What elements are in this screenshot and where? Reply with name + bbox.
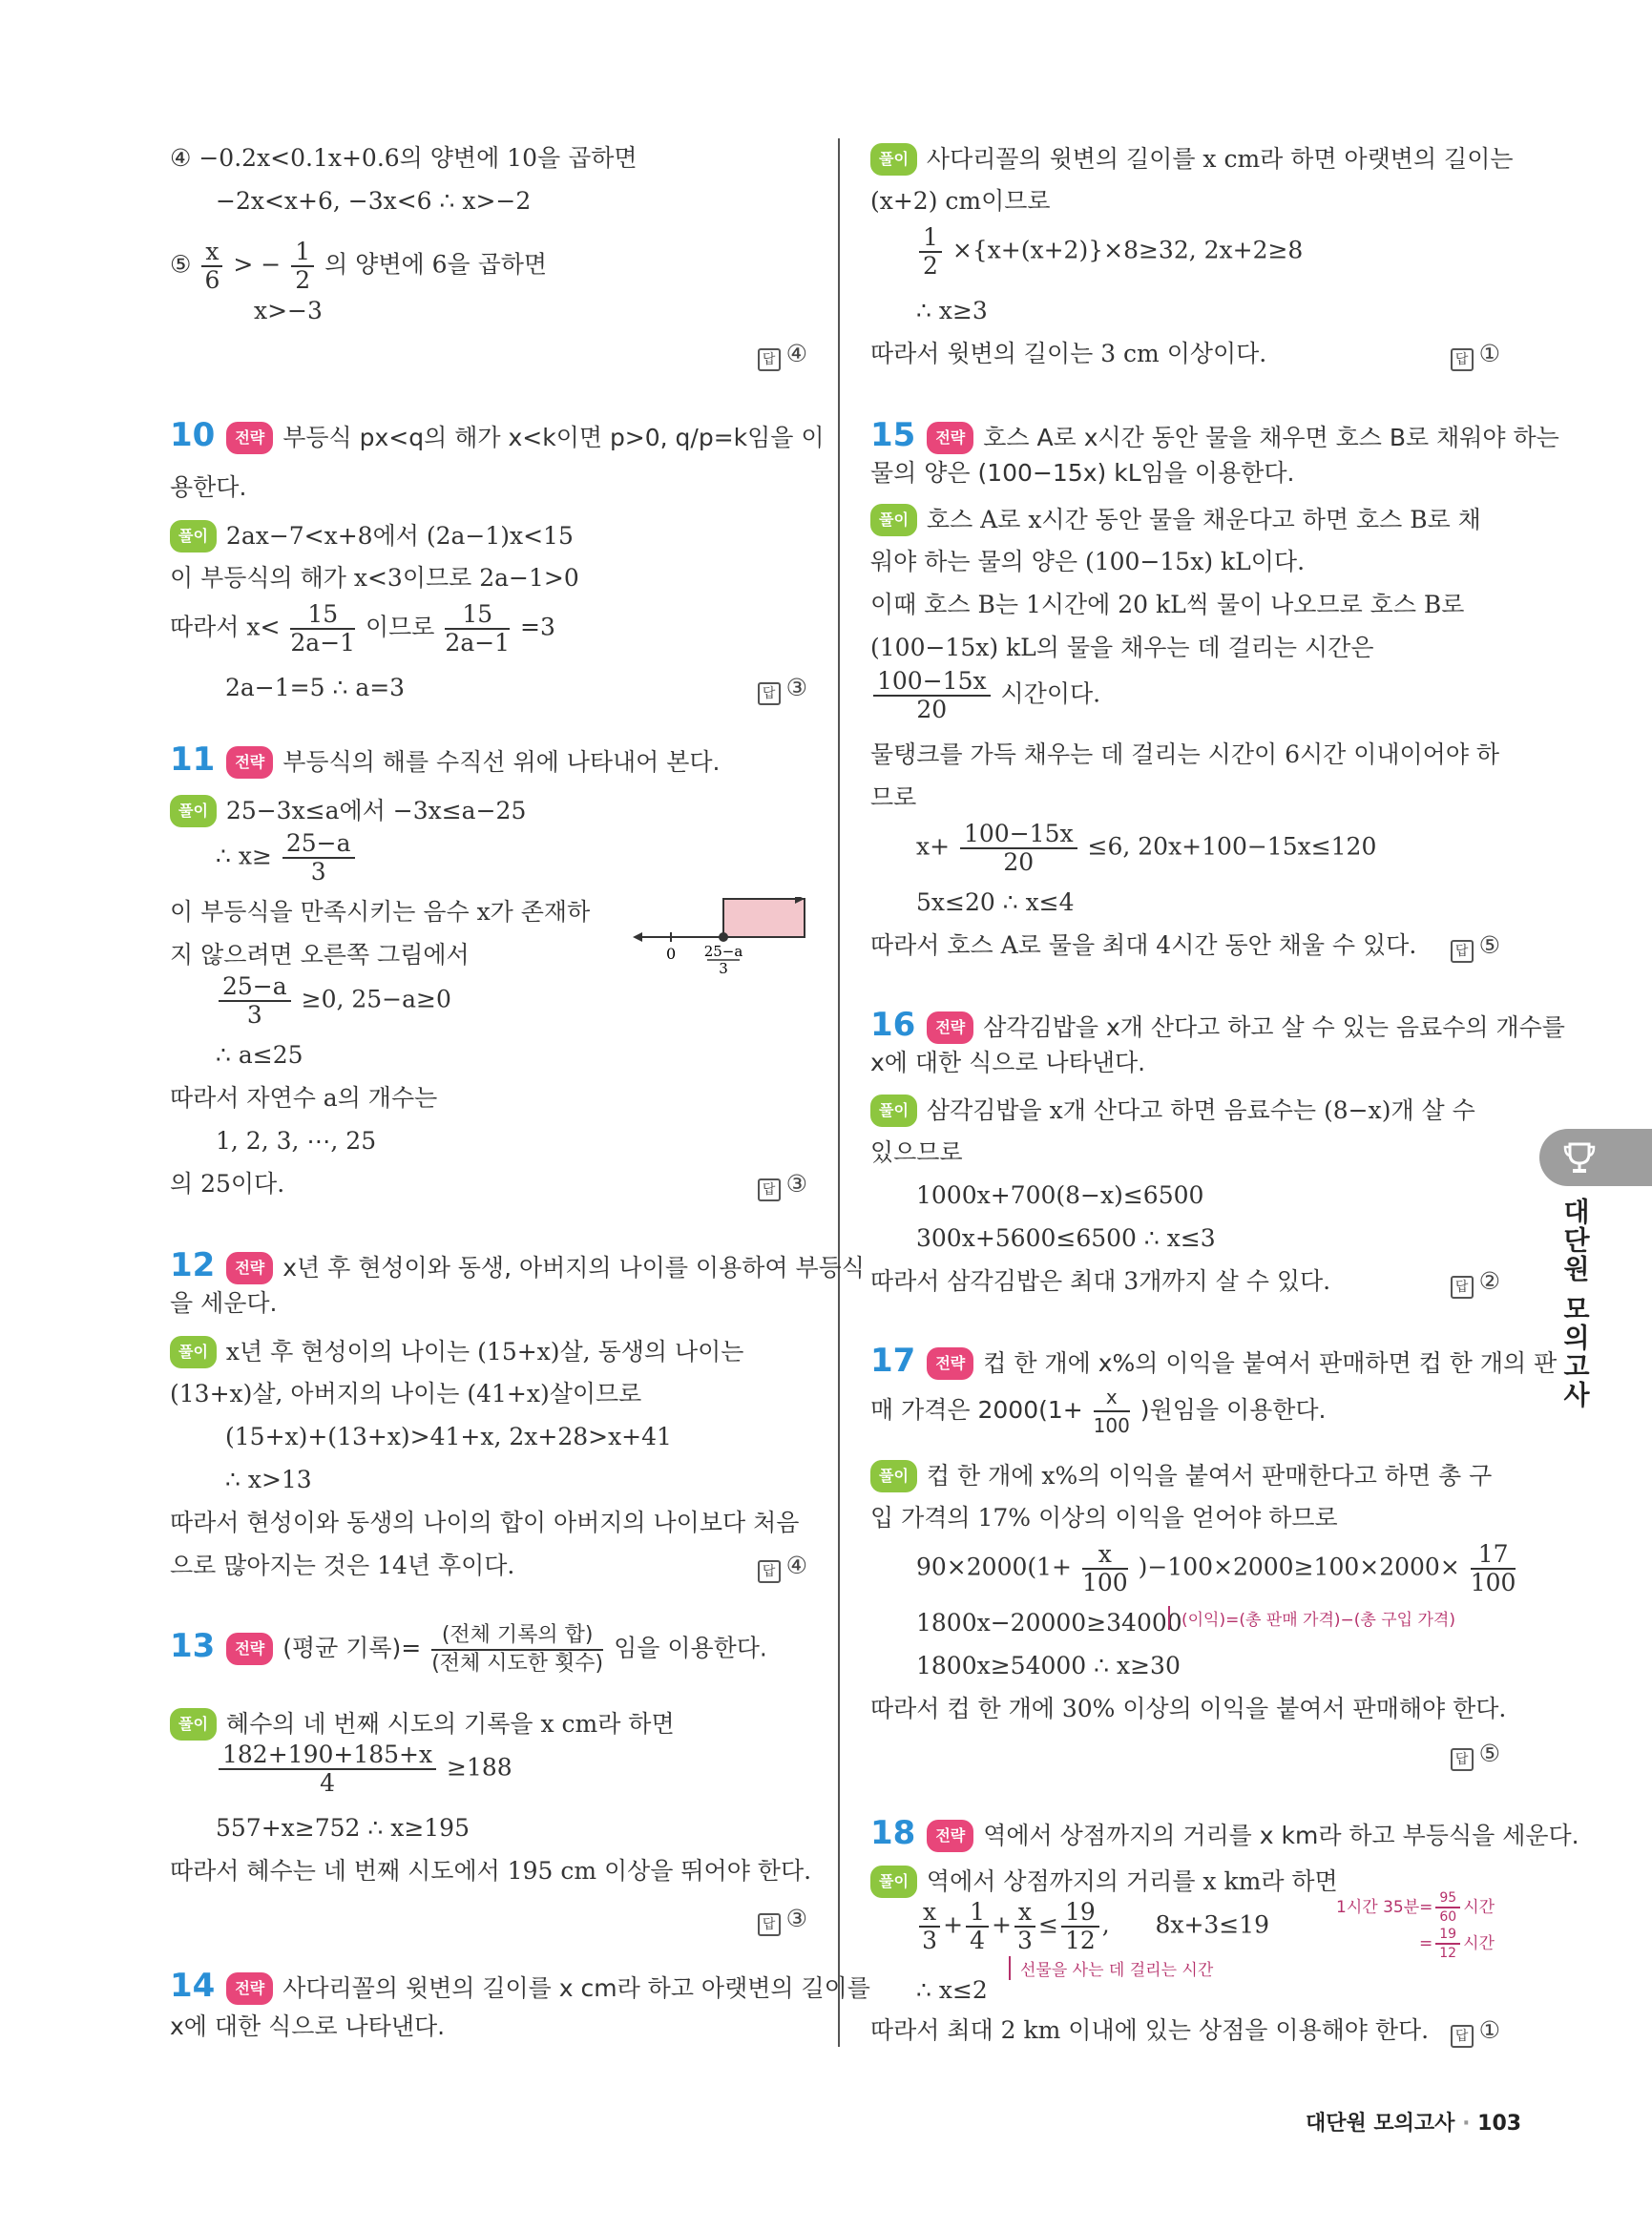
text-line: $\frac{182+190+185+x}{4}$ ≥188 xyxy=(216,1741,512,1797)
text-line: 5x≤20 ∴ x≤4 xyxy=(916,888,1075,916)
annotation-note: = $\frac{19}{12}$ 시간 xyxy=(1419,1927,1495,1961)
side-label: 대단원 모의고사 xyxy=(1559,1198,1591,1409)
text-line: 이때 호스 B는 1시간에 20 kL씩 물이 나오므로 호스 B로 xyxy=(870,591,1465,618)
text-line: 워야 하는 물의 양은 (100−15x) kL이다. xyxy=(870,548,1306,575)
text-line: 2a−1=5 ∴ a=3 xyxy=(225,674,406,701)
text-line: 의 25이다. xyxy=(170,1170,285,1198)
problem-13-strategy: 13 전략 (평균 기록)= (전체 기록의 합) (전체 시도한 횟수) 임을 이용한다. xyxy=(170,1623,767,1676)
text-line: 따라서 x< $\frac{15}{2a-1}$ 이므로 $\frac{15}{2a-1}$ =3 xyxy=(170,600,555,657)
answer-mark: 답 ⑤ xyxy=(1451,930,1500,963)
annotation-note: 1시간 35분= $\frac{95}{60}$ 시간 xyxy=(1336,1890,1495,1925)
number-line-label-den: 3 xyxy=(719,960,728,973)
page-footer: 대단원 모의고사 · 103 xyxy=(1306,2112,1522,2136)
solution-line: 풀이 사다리꼴의 윗변의 길이를 x cm라 하면 아랫변의 길이는 xyxy=(870,143,1514,176)
text-line: 이 부등식을 만족시키는 음수 x가 존재하 xyxy=(170,898,591,926)
text-line: 따라서 최대 2 km 이내에 있는 상점을 이용해야 한다. xyxy=(870,2016,1430,2044)
text-line: ∴ x≥ $\frac{25-a}{3}$ xyxy=(216,830,358,886)
answer-mark: 답 ③ xyxy=(758,1904,807,1936)
page-number: 103 xyxy=(1477,2112,1522,2136)
problem-10-strategy: 10 전략 부등식 px<q의 해가 x<k이면 p>0, q/p=k임을 이 xyxy=(170,416,825,454)
text-line: 따라서 혜수는 네 번째 시도에서 195 cm 이상을 뛰어야 한다. xyxy=(170,1857,812,1885)
text-line: $\frac{x}{3}$ + $\frac{1}{4}$ + $\frac{x}{3}$ ≤ $\frac{19}{12}$ , 8x+3≤19 xyxy=(916,1899,1269,1954)
text-line: (x+2) cm이므로 xyxy=(870,187,1051,215)
text-line: 1, 2, 3, ⋯, 25 xyxy=(216,1127,377,1155)
text-line: 따라서 윗변의 길이는 3 cm 이상이다. xyxy=(870,340,1267,367)
text-line: 따라서 컵 한 개에 30% 이상의 이익을 붙여서 판매해야 한다. xyxy=(870,1695,1507,1722)
text-line: 90×2000(1+ $\frac{x}{100}$ )−100×2000≥100×2000× $\frac{17}{100}$ xyxy=(916,1540,1516,1596)
text-line: −2x<x+6, −3x<6 ∴ x>−2 xyxy=(216,187,532,215)
solution-line: 풀이 호스 A로 x시간 동안 물을 채운다고 하면 호스 B로 채 xyxy=(870,504,1481,536)
text-line: 물탱크를 가득 채우는 데 걸리는 시간이 6시간 이내이어야 하 xyxy=(870,740,1500,768)
text-line: 물의 양은 (100−15x) kL임을 이용한다. xyxy=(870,459,1295,487)
column-divider xyxy=(838,138,840,2047)
problem-12-strategy: 12 전략 x년 후 현성이와 동생, 아버지의 나이를 이용하여 부등식 xyxy=(170,1246,865,1284)
text-line: 1000x+700(8−x)≤6500 xyxy=(916,1181,1204,1209)
text-line: 따라서 자연수 a의 개수는 xyxy=(170,1084,438,1112)
number-line-zero: 0 xyxy=(666,945,677,963)
annotation-note: (이익)=(총 판매 가격)−(총 구입 가격) xyxy=(1168,1606,1455,1630)
side-tab xyxy=(1539,1129,1652,1186)
text-line: (15+x)+(13+x)>41+x, 2x+28>x+41 xyxy=(225,1423,672,1450)
problem-14-strategy: 14 전략 사다리꼴의 윗변의 길이를 x cm라 하고 아랫변의 길이를 xyxy=(170,1967,870,2005)
text-line: $\frac{100-15x}{20}$ 시간이다. xyxy=(870,668,1100,723)
text-line: 매 가격은 2000(1+ $\frac{x}{100}$ )원임을 이용한다. xyxy=(870,1386,1327,1437)
text-line: 1800x−20000≥34000 xyxy=(916,1609,1182,1637)
answer-mark: 답 ③ xyxy=(758,673,807,705)
solution-line: 풀이 2ax−7<x+8에서 (2a−1)x<15 xyxy=(170,520,574,553)
problem-17-strategy: 17 전략 컵 한 개에 x%의 이익을 붙여서 판매하면 컵 한 개의 판 xyxy=(870,1342,1558,1380)
solution-line: 풀이 25−3x≤a에서 −3x≤a−25 xyxy=(170,795,526,827)
text-line: 지 않으려면 오른쪽 그림에서 xyxy=(170,941,470,969)
text-line: ④ −0.2x<0.1x+0.6의 양변에 10을 곱하면 xyxy=(170,144,638,172)
answer-mark: 답 ④ xyxy=(758,1551,807,1583)
trophy-icon xyxy=(1560,1138,1599,1177)
text-line: 용한다. xyxy=(170,473,247,501)
answer-mark: 답 ① xyxy=(1451,2015,1500,2048)
answer-mark: 답 ② xyxy=(1451,1266,1500,1299)
text-line: 으로 많아지는 것은 14년 후이다. xyxy=(170,1552,515,1579)
solution-line: 풀이 x년 후 현성이의 나이는 (15+x)살, 동생의 나이는 xyxy=(170,1336,743,1368)
text-line: 따라서 삼각김밥은 최대 3개까지 살 수 있다. xyxy=(870,1267,1331,1295)
text-line: (100−15x) kL의 물을 채우는 데 걸리는 시간은 xyxy=(870,634,1374,661)
text-line: ∴ x>13 xyxy=(225,1466,312,1493)
answer-mark: 답 ④ xyxy=(758,339,807,371)
answer-mark: 답 ③ xyxy=(758,1169,807,1201)
text-line: 이 부등식의 해가 x<3이므로 2a−1>0 xyxy=(170,564,579,592)
text-line: ∴ x≤2 xyxy=(916,1976,988,2004)
problem-15-strategy: 15 전략 호스 A로 x시간 동안 물을 채우면 호스 B로 채워야 하는 xyxy=(870,416,1559,454)
text-line: x에 대한 식으로 나타낸다. xyxy=(170,2012,446,2040)
answer-mark: 답 ① xyxy=(1451,339,1500,371)
text-line: x>−3 xyxy=(254,297,323,324)
problem-18-strategy: 18 전략 역에서 상점까지의 거리를 x km라 하고 부등식을 세운다. xyxy=(870,1814,1579,1852)
text-line: x에 대한 식으로 나타낸다. xyxy=(870,1049,1146,1076)
text-line: (13+x)살, 아버지의 나이는 (41+x)살이므로 xyxy=(170,1380,642,1407)
text-line: 따라서 현성이와 동생의 나이의 합이 아버지의 나이보다 처음 xyxy=(170,1509,800,1536)
text-line: 을 세운다. xyxy=(170,1289,278,1317)
solution-line: 풀이 역에서 상점까지의 거리를 x km라 하면 xyxy=(870,1866,1338,1898)
text-line: $\frac{1}{2}$ ×{x+(x+2)}×8≥32, 2x+2≥8 xyxy=(916,224,1303,280)
text-line: ⑤ $\frac{x}{6}$ > − $\frac{1}{2}$ 의 양변에 6을 곱하면 xyxy=(170,238,548,294)
solution-line: 풀이 혜수의 네 번째 시도의 기록을 x cm라 하면 xyxy=(170,1708,675,1741)
answer-mark: 답 ⑤ xyxy=(1451,1739,1500,1771)
text-line: 므로 xyxy=(870,783,917,811)
text-line: 557+x≥752 ∴ x≥195 xyxy=(216,1814,470,1842)
text-line: 1800x≥54000 ∴ x≥30 xyxy=(916,1652,1181,1679)
text-line: 따라서 호스 A로 물을 최대 4시간 동안 채울 수 있다. xyxy=(870,931,1417,959)
text-line: x+ $\frac{100-15x}{20}$ ≤6, 20x+100−15x≤120 xyxy=(916,820,1377,876)
number-line-label-num: 25−a xyxy=(703,943,743,960)
solution-line: 풀이 삼각김밥을 x개 산다고 하면 음료수는 (8−x)개 살 수 xyxy=(870,1095,1475,1127)
solution-line: 풀이 컵 한 개에 x%의 이익을 붙여서 판매한다고 하면 총 구 xyxy=(870,1460,1492,1492)
text-line: 입 가격의 17% 이상의 이익을 얻어야 하므로 xyxy=(870,1504,1338,1532)
problem-11-strategy: 11 전략 부등식의 해를 수직선 위에 나타내어 본다. xyxy=(170,740,721,779)
annotation-note: 선물을 사는 데 걸리는 시간 xyxy=(1009,1956,1213,1980)
text-line: 300x+5600≤6500 ∴ x≤3 xyxy=(916,1224,1216,1252)
problem-16-strategy: 16 전략 삼각김밥을 x개 산다고 하고 살 수 있는 음료수의 개수를 xyxy=(870,1006,1565,1044)
number-line-figure xyxy=(633,897,809,973)
text-line: 있으므로 xyxy=(870,1138,963,1166)
text-line: ∴ a≤25 xyxy=(216,1041,303,1069)
text-line: ∴ x≥3 xyxy=(916,297,988,324)
text-line: $\frac{25-a}{3}$ ≥0, 25−a≥0 xyxy=(216,973,451,1029)
